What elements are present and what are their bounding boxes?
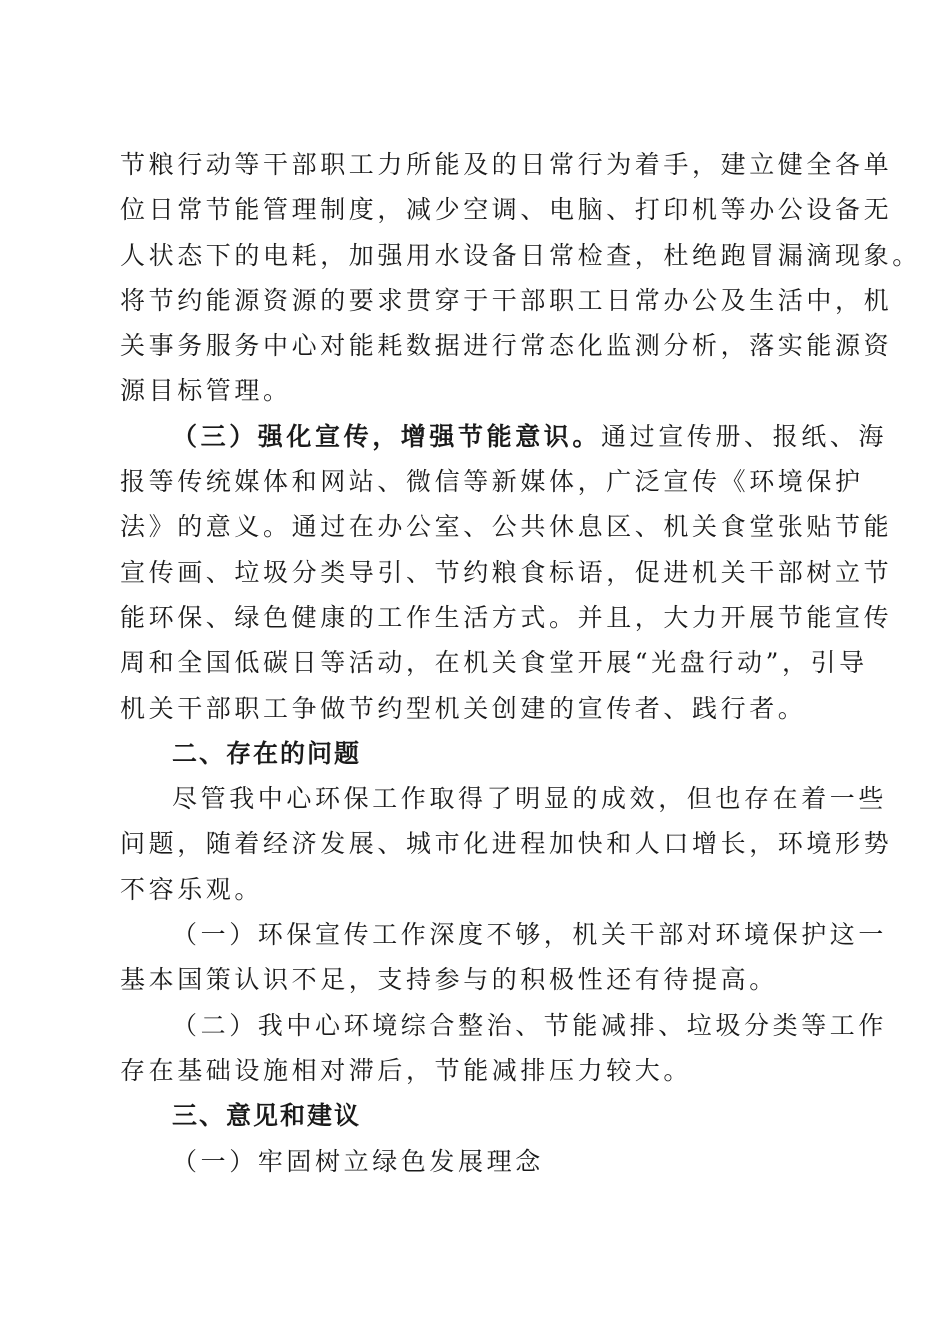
- body-line: 位日常节能管理制度，减少空调、电脑、打印机等办公设备无: [120, 195, 893, 225]
- body-line: 尽管我中心环保工作取得了明显的成效，但也存在着一些: [172, 784, 888, 814]
- body-line: 关事务服务中心对能耗数据进行常态化监测分析，落实能源资: [120, 331, 893, 361]
- section-3-heading: （三）强化宣传，增强节能意识。: [172, 421, 602, 451]
- body-line: 基本国策认识不足，支持参与的积极性还有待提高。: [120, 965, 778, 995]
- body-line: 存在基础设施相对滞后，节能减排压力较大。: [120, 1055, 693, 1085]
- document-page: [120, 142, 921, 1184]
- body-line: 法》的意义。通过在办公室、公共休息区、机关食堂张贴节能: [120, 512, 893, 542]
- document-body: [120, 142, 921, 1184]
- body-line: 不容乐观。: [120, 874, 264, 904]
- problem-1-line: （一）环保宣传工作深度不够，机关干部对环境保护这一: [172, 920, 888, 950]
- body-line: 人状态下的电耗，加强用水设备日常检查，杜绝跑冒漏滴现象。: [120, 240, 921, 270]
- section-3-first-line: [120, 414, 888, 459]
- body-line: 宣传画、垃圾分类导引、节约粮食标语，促进机关干部树立节: [120, 557, 893, 587]
- body-line: 节粮行动等干部职工力所能及的日常行为着手，建立健全各单: [120, 150, 893, 179]
- section-heading-suggestions: 三、意见和建议: [172, 1101, 362, 1131]
- section-3-text: 通过宣传册、报纸、海: [601, 421, 888, 451]
- body-line: 机关干部职工争做节约型机关创建的宣传者、践行者。: [120, 693, 807, 723]
- problem-2-line: （二）我中心环境综合整治、节能减排、垃圾分类等工作: [172, 1010, 888, 1040]
- body-line: 周和全国低碳日等活动，在机关食堂开展“光盘行动”，引导: [120, 648, 868, 678]
- body-line: 将节约能源资源的要求贯穿于干部职工日常办公及生活中，机: [120, 285, 893, 315]
- suggestion-1-line: （一）牢固树立绿色发展理念: [172, 1146, 544, 1176]
- section-heading-problems: 二、存在的问题: [172, 738, 362, 768]
- body-line: 源目标管理。: [120, 376, 292, 406]
- body-line: 能环保、绿色健康的工作生活方式。并且，大力开展节能宣传: [120, 602, 893, 632]
- body-line: 问题，随着经济发展、城市化进程加快和人口增长，环境形势: [120, 829, 893, 859]
- body-line: 报等传统媒体和网站、微信等新媒体，广泛宣传《环境保护: [120, 467, 864, 497]
